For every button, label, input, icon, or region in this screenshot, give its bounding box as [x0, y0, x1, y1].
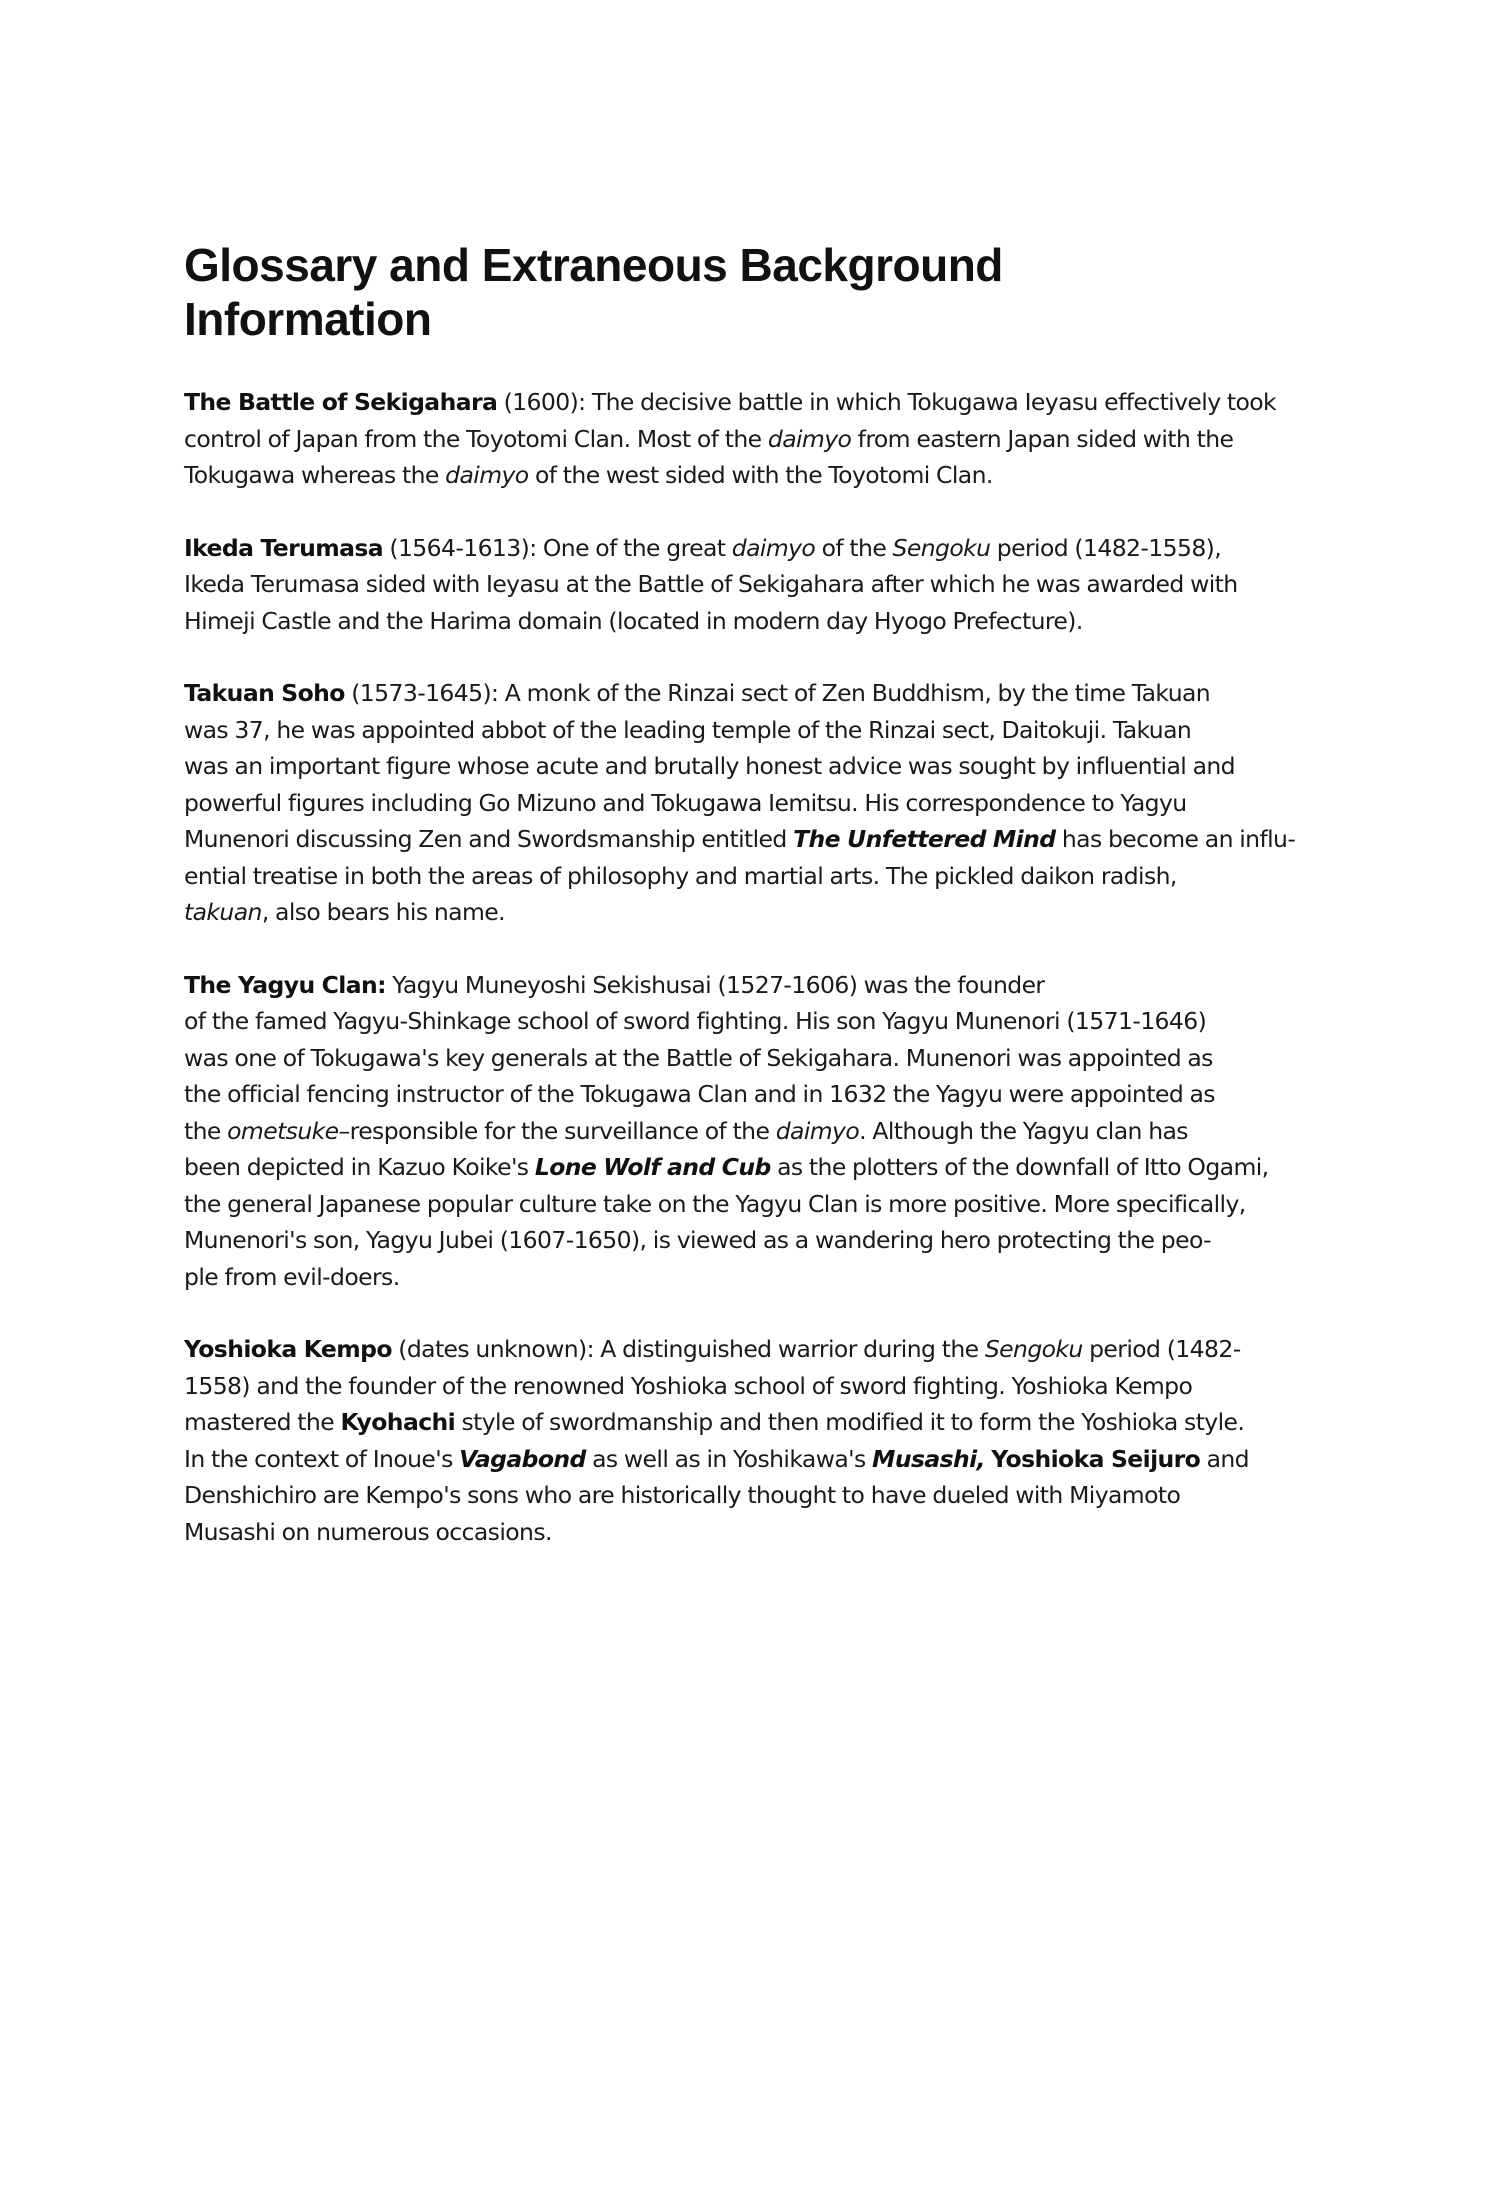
entry-line: Himeji Castle and the Harima domain (located in modern day Hyogo Prefecture). — [184, 606, 1083, 635]
entry-line — [184, 675, 1310, 712]
entry-line: of the famed Yagyu-Shinkage school of sword fighting. His son Yagyu Munenori (1571-1646) — [184, 1007, 1207, 1035]
entry-line: Denshichiro are Kempo's sons who are historically thought to have dueled with Miyamoto — [184, 1481, 1181, 1509]
entry-line: control of Japan from the Toyotomi Clan. Most of the daimyo from eastern Japan sided with the — [184, 424, 1234, 453]
entry-line: Musashi on numerous occasions. — [184, 1517, 552, 1546]
entry-text: (1600): The decisive battle in which Tokugawa Ieyasu effectively took — [497, 388, 1277, 416]
entry-yoshioka-kempo — [184, 1331, 1310, 1550]
entry-term: Yoshioka Kempo — [184, 1335, 392, 1363]
entry-line: ple from evil-doers. — [184, 1262, 400, 1291]
entry-line: the general Japanese popular culture take on the Yagyu Clan is more positive. More specifically, — [184, 1189, 1246, 1218]
entry-line: Tokugawa whereas the daimyo of the west sided with the Toyotomi Clan. — [184, 461, 993, 489]
entry-text: (1564-1613): One of the great daimyo of the Sengoku period (1482-1558), — [383, 533, 1222, 562]
entry-line: mastered the Kyohachi style of swordmanship and then modified it to form the Yoshioka style. — [184, 1408, 1245, 1436]
entry-line: was an important figure whose acute and brutally honest advice was sought by influential and — [184, 752, 1235, 780]
entry-text: (1573-1645): A monk of the Rinzai sect of Zen Buddhism, by the time Takuan — [344, 679, 1211, 707]
entry-yagyu-clan — [184, 967, 1310, 1296]
entry-line: powerful figures including Go Mizuno and Tokugawa Iemitsu. His correspondence to Yagyu — [184, 788, 1187, 817]
page-title-line-1: Glossary and Extraneous Background — [184, 239, 1003, 291]
entry-line — [184, 384, 1310, 421]
entry-term: Ikeda Terumasa — [184, 533, 383, 562]
entry-term: The Battle of Sekigahara — [184, 388, 498, 416]
entry-line: the official fencing instructor of the Tokugawa Clan and in 1632 the Yagyu were appointed as — [184, 1080, 1215, 1108]
entry-line — [184, 530, 1310, 567]
entry-line: takuan, also bears his name. — [184, 898, 505, 926]
entry-line: been depicted in Kazuo Koike's Lone Wolf and Cub as the plotters of the downfall of Itto Ogami, — [184, 1153, 1269, 1181]
entry-takuan-soho — [184, 675, 1310, 931]
entry-line: was one of Tokugawa's key generals at the Battle of Sekigahara. Munenori was appointed as — [184, 1043, 1213, 1072]
entry-line — [184, 1331, 1310, 1368]
page-title — [184, 238, 1310, 346]
entry-ikeda-terumasa — [184, 530, 1310, 640]
entry-battle-of-sekigahara — [184, 384, 1310, 494]
entry-line: Munenori's son, Yagyu Jubei (1607-1650), is viewed as a wandering hero protecting the peo- — [184, 1226, 1212, 1254]
entry-line — [184, 967, 1310, 1004]
entry-text: Yagyu Muneyoshi Sekishusai (1527-1606) was the founder — [385, 970, 1045, 999]
entry-term: The Yagyu Clan: — [184, 970, 386, 999]
entry-line: was 37, he was appointed abbot of the leading temple of the Rinzai sect, Daitokuji. Takuan — [184, 715, 1192, 744]
entry-line: 1558) and the founder of the renowned Yoshioka school of sword fighting. Yoshioka Kempo — [184, 1371, 1193, 1400]
entry-line: the ometsuke–responsible for the surveillance of the daimyo. Although the Yagyu clan has — [184, 1116, 1188, 1145]
entry-line: Munenori discussing Zen and Swordsmanship entitled The Unfettered Mind has become an influ- — [184, 825, 1296, 853]
entry-text: (dates unknown): A distinguished warrior during the Sengoku period (1482- — [391, 1335, 1241, 1363]
entry-line: Ikeda Terumasa sided with Ieyasu at the Battle of Sekigahara after which he was awarded with — [184, 570, 1238, 598]
glossary-page — [184, 238, 1310, 1586]
page-title-line-2: Information — [184, 293, 432, 345]
entry-line: In the context of Inoue's Vagabond as well as in Yoshikawa's Musashi, Yoshioka Seijuro and — [184, 1444, 1250, 1473]
entry-term: Takuan Soho — [184, 679, 345, 707]
entry-line: ential treatise in both the areas of philosophy and martial arts. The pickled daikon radish, — [184, 861, 1177, 890]
